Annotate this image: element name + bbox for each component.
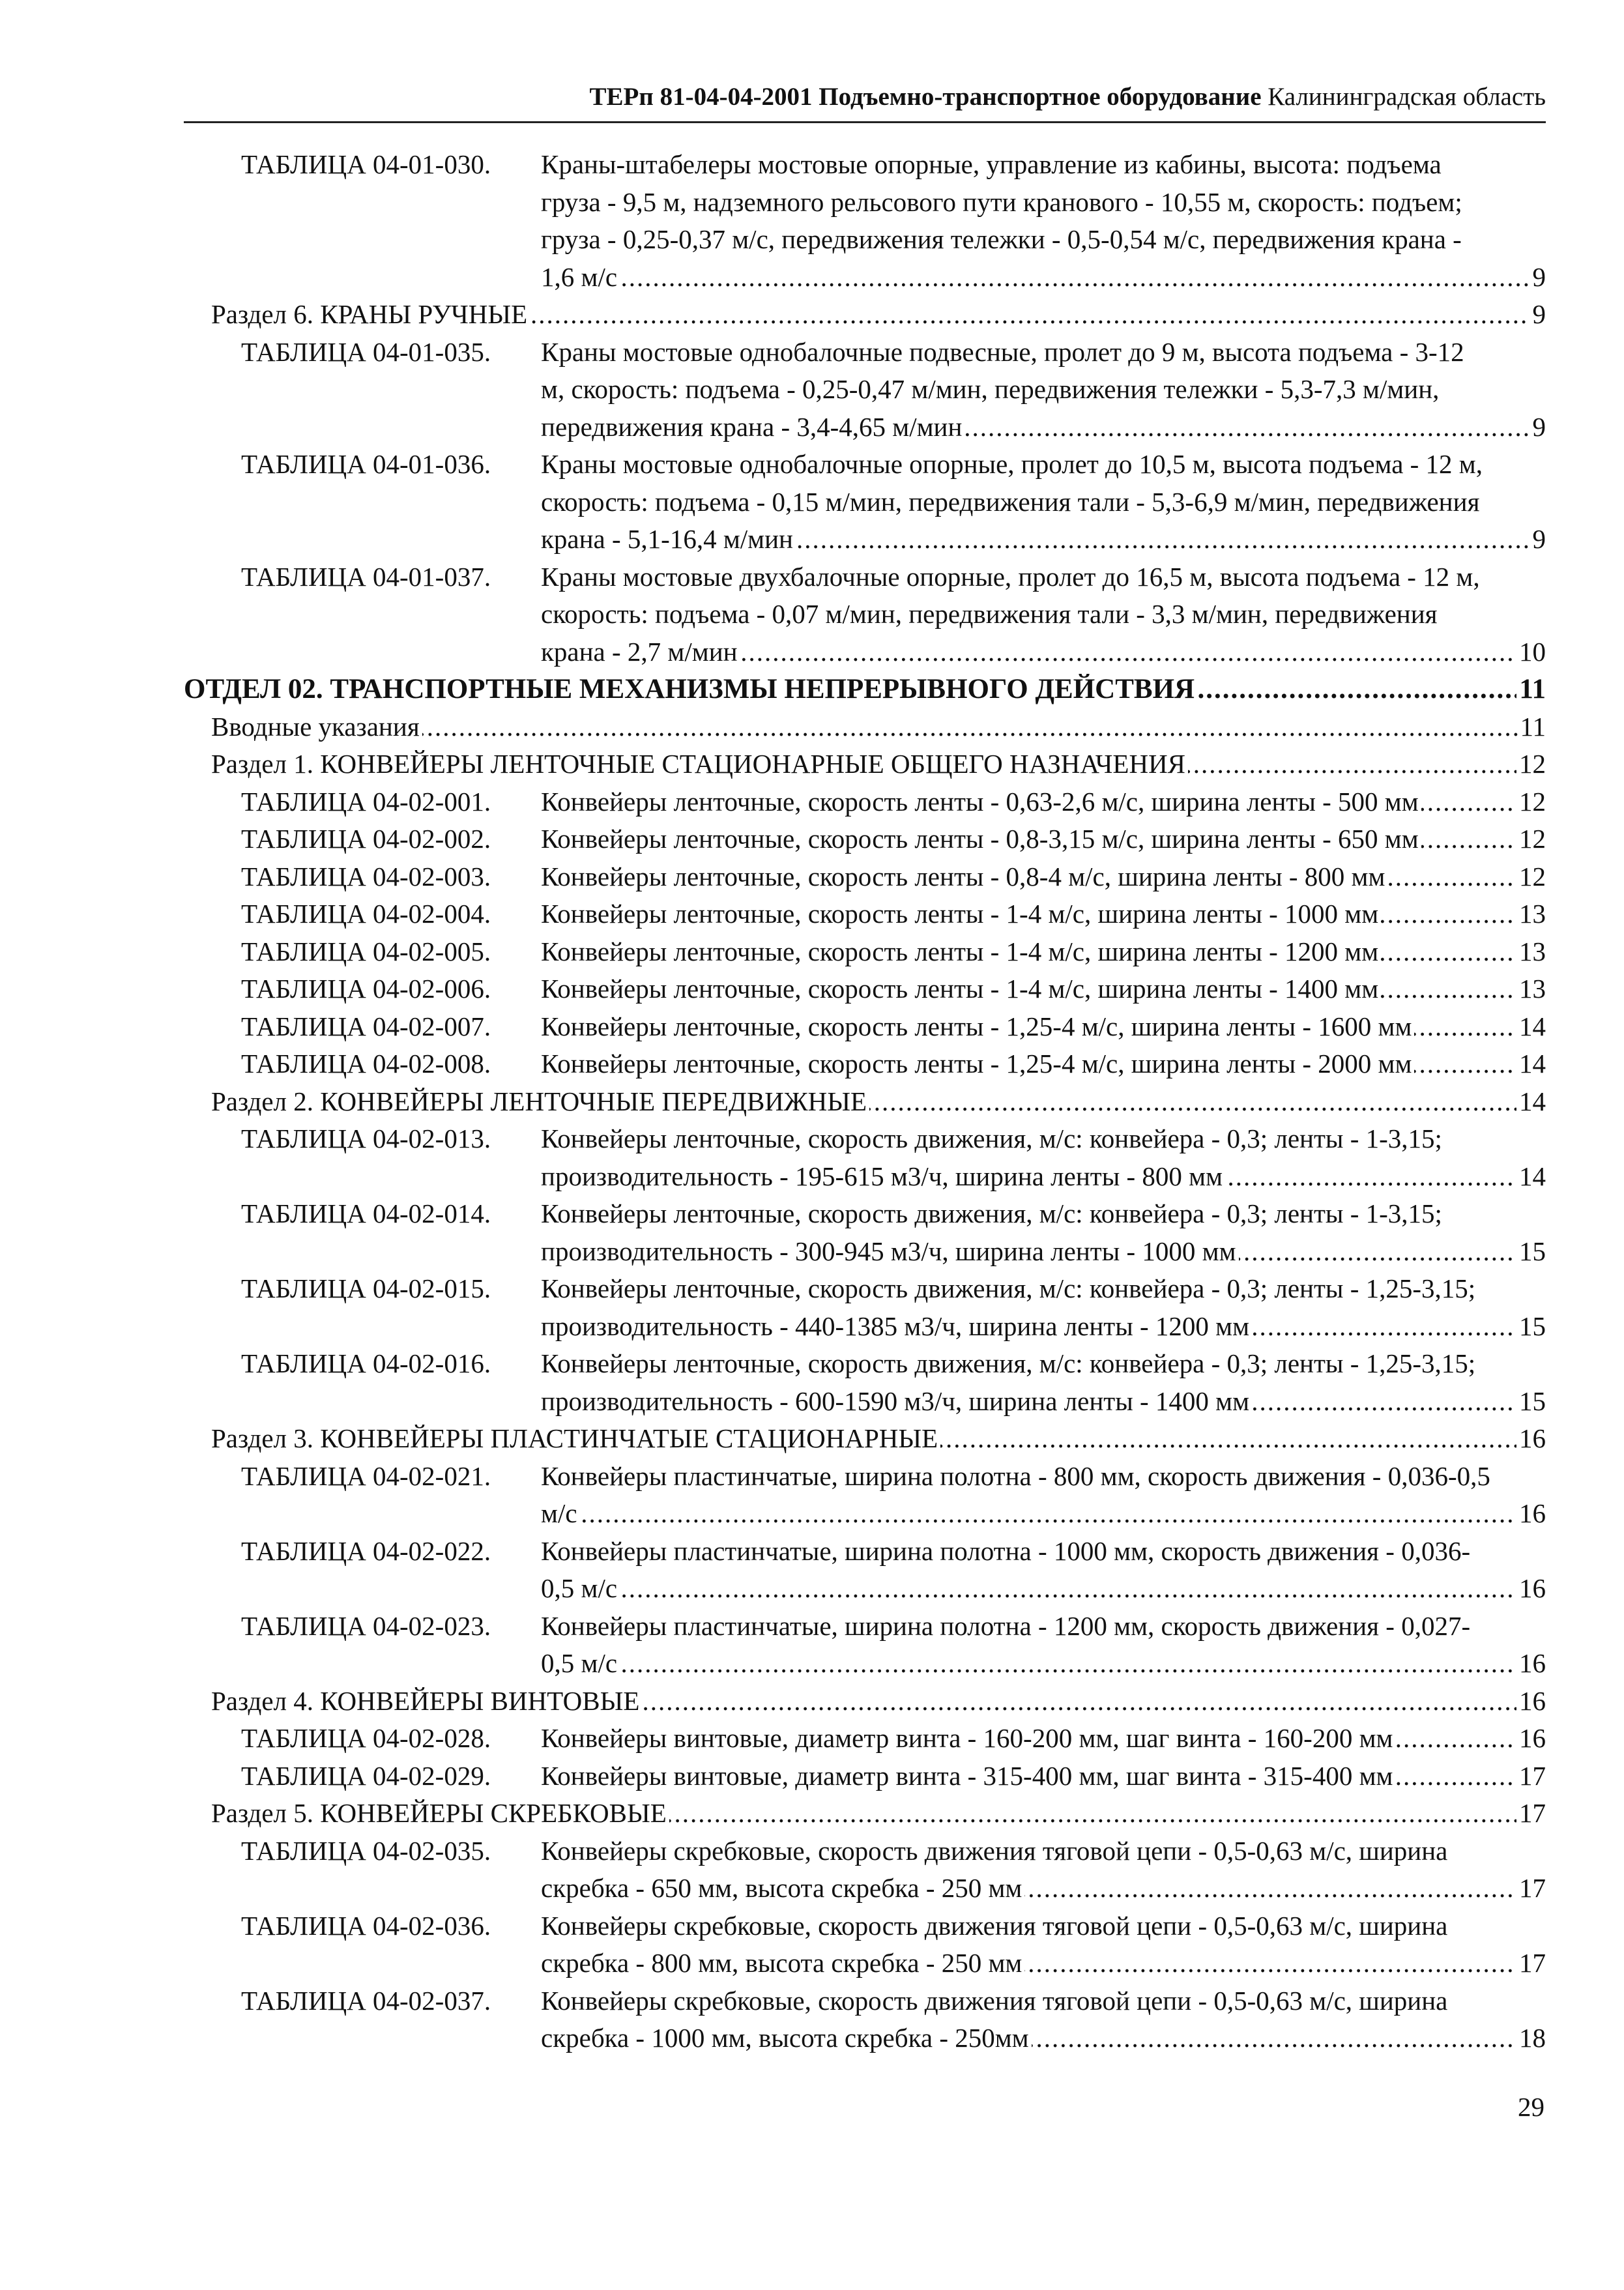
toc-entry-body xyxy=(541,1608,1546,1683)
toc-page-number: 12 xyxy=(1516,858,1546,896)
toc-entry-body xyxy=(541,1833,1546,1907)
toc-table-label: ТАБЛИЦА 04-02-002. xyxy=(241,824,491,854)
toc-entry-title: Конвейеры пластинчатые, ширина полотна - 800 мм, скорость движения - 0,036-0,5 м/с xyxy=(541,1460,1490,1528)
toc-table-entry xyxy=(184,1458,1546,1533)
toc-page-number: 16 xyxy=(1516,1570,1546,1608)
toc-page-number: 15 xyxy=(1516,1233,1546,1271)
toc-section-entry xyxy=(184,1683,1546,1720)
toc-entry-body xyxy=(541,1345,1546,1420)
toc-entry-title: ОТДЕЛ 02. ТРАНСПОРТНЫЕ МЕХАНИЗМЫ НЕПРЕРЫВНОГО ДЕЙСТВИЯ xyxy=(184,674,1197,704)
toc-entry-title: Конвейеры пластинчатые, ширина полотна - 1200 мм, скорость движения - 0,027-0,5 м/с xyxy=(541,1610,1471,1678)
toc-table-label: ТАБЛИЦА 04-02-004. xyxy=(241,899,491,929)
toc-entry-title: Конвейеры ленточные, скорость ленты - 0,63-2,6 м/с, ширина ленты - 500 мм xyxy=(541,787,1421,817)
toc-entry-title: Конвейеры скребковые, скорость движения тяговой цепи - 0,5-0,63 м/с, ширина скребка - 800 мм, высота скребка - 250 мм xyxy=(541,1910,1448,1978)
toc-entry-body xyxy=(211,1795,1546,1833)
toc-page-number: 11 xyxy=(1516,671,1546,708)
toc-division-entry xyxy=(184,671,1546,708)
toc-entry-title: Конвейеры ленточные, скорость движения, м/с: конвейера - 0,3; ленты - 1,25-3,15; производительность - 600-1590 м3/ч, ширина ленты - 1400 мм xyxy=(541,1348,1476,1416)
toc-page-number: 14 xyxy=(1516,1008,1546,1046)
toc-table-entry xyxy=(184,820,1546,858)
toc-table-entry xyxy=(184,1533,1546,1608)
toc-entry-title: Раздел 6. КРАНЫ РУЧНЫЕ xyxy=(211,299,530,329)
toc-entry-body xyxy=(541,1008,1546,1046)
toc-entry-body xyxy=(541,1907,1546,1982)
toc-page-number: 13 xyxy=(1516,933,1546,971)
toc-table-label: ТАБЛИЦА 04-02-008. xyxy=(241,1049,491,1079)
toc-table-label: ТАБЛИЦА 04-02-003. xyxy=(241,861,491,891)
toc-page-number: 13 xyxy=(1516,970,1546,1008)
toc-table-label: ТАБЛИЦА 04-02-022. xyxy=(241,1535,491,1566)
toc-entry-title: Раздел 4. КОНВЕЙЕРЫ ВИНТОВЫЕ xyxy=(211,1686,642,1716)
toc-section-entry xyxy=(184,746,1546,783)
toc-entry-body xyxy=(211,1083,1546,1121)
toc-page-number: 16 xyxy=(1516,1420,1546,1458)
toc-section-entry xyxy=(184,1420,1546,1458)
toc-table-label: ТАБЛИЦА 04-02-013. xyxy=(241,1123,491,1153)
toc-table-label: ТАБЛИЦА 04-02-015. xyxy=(241,1273,491,1303)
toc-page-number: 17 xyxy=(1516,1758,1546,1795)
toc-page-number: 15 xyxy=(1516,1308,1546,1346)
toc-page-number: 18 xyxy=(1516,2020,1546,2057)
toc-table-entry xyxy=(184,895,1546,933)
toc-entry-title: Раздел 1. КОНВЕЙЕРЫ ЛЕНТОЧНЫЕ СТАЦИОНАРНЫЕ ОБЩЕГО НАЗНАЧЕНИЯ xyxy=(211,749,1188,779)
toc-page-number: 17 xyxy=(1516,1870,1546,1907)
toc-entry-title: Конвейеры ленточные, скорость движения, м/с: конвейера - 0,3; ленты - 1-3,15; производительность - 300-945 м3/ч, ширина ленты - 1000 мм xyxy=(541,1198,1442,1266)
toc-entry-title: Конвейеры пластинчатые, ширина полотна - 1000 мм, скорость движения - 0,036-0,5 м/с xyxy=(541,1535,1471,1603)
toc-page-number: 13 xyxy=(1516,895,1546,933)
toc-table-label: ТАБЛИЦА 04-02-037. xyxy=(241,1985,491,2016)
toc-entry-title: Конвейеры скребковые, скорость движения тяговой цепи - 0,5-0,63 м/с, ширина скребка - 650 мм, высота скребка - 250 мм xyxy=(541,1835,1448,1903)
toc-entry-title: Раздел 3. КОНВЕЙЕРЫ ПЛАСТИНЧАТЫЕ СТАЦИОНАРНЫЕ xyxy=(211,1423,940,1453)
toc-page-number: 12 xyxy=(1516,820,1546,858)
page-header xyxy=(184,82,1546,112)
header-document-code: ТЕРп 81-04-04-2001 Подъемно-транспортное оборудование xyxy=(589,83,1262,111)
toc-entry-title: Раздел 5. КОНВЕЙЕРЫ СКРЕБКОВЫЕ xyxy=(211,1798,669,1828)
toc-page-number: 12 xyxy=(1516,746,1546,783)
toc-table-label: ТАБЛИЦА 04-02-029. xyxy=(241,1760,491,1791)
toc-entry-title: Конвейеры ленточные, скорость ленты - 1-4 м/с, ширина ленты - 1200 мм xyxy=(541,936,1381,966)
toc-entry-title: Конвейеры ленточные, скорость ленты - 0,8-3,15 м/с, ширина ленты - 650 мм xyxy=(541,824,1421,854)
toc-table-entry xyxy=(184,1907,1546,1982)
toc-entry-title: Краны мостовые двухбалочные опорные, пролет до 16,5 м, высота подъема - 12 м, скорость: подъема - 0,07 м/мин, передвижения тали - 3,3 м/мин, передвижения крана - 2,7 м/мин xyxy=(541,561,1480,667)
toc-page-number: 12 xyxy=(1516,783,1546,821)
toc-page-number: 17 xyxy=(1516,1795,1546,1833)
toc-entry-body xyxy=(541,334,1546,446)
toc-entry-body xyxy=(184,671,1546,708)
toc-entry-body xyxy=(541,558,1546,671)
toc-entry-body xyxy=(211,296,1546,334)
toc-table-entry xyxy=(184,334,1546,446)
toc-table-label: ТАБЛИЦА 04-02-021. xyxy=(241,1460,491,1491)
toc-page-number: 9 xyxy=(1530,409,1546,446)
toc-entry-title: Конвейеры ленточные, скорость ленты - 1-4 м/с, ширина ленты - 1000 мм xyxy=(541,899,1381,929)
toc-entry-title: Конвейеры ленточные, скорость ленты - 1,25-4 м/с, ширина ленты - 1600 мм xyxy=(541,1011,1414,1041)
toc-entry-body xyxy=(541,783,1546,821)
toc-page-number: 14 xyxy=(1516,1045,1546,1083)
toc-table-entry xyxy=(184,1008,1546,1046)
toc-entry-body xyxy=(211,1420,1546,1458)
toc-entry-title: Раздел 2. КОНВЕЙЕРЫ ЛЕНТОЧНЫЕ ПЕРЕДВИЖНЫЕ xyxy=(211,1086,869,1116)
toc-entry-title: Конвейеры винтовые, диаметр винта - 160-200 мм, шаг винта - 160-200 мм xyxy=(541,1723,1395,1753)
toc-page-number: 16 xyxy=(1516,1683,1546,1720)
toc-table-label: ТАБЛИЦА 04-01-030. xyxy=(241,149,491,179)
toc-entry-body xyxy=(211,708,1546,746)
page-number: 29 xyxy=(1518,2092,1544,2122)
toc-entry-body xyxy=(541,1982,1546,2057)
toc-section-entry xyxy=(184,1083,1546,1121)
toc-table-entry xyxy=(184,1982,1546,2057)
toc-table-label: ТАБЛИЦА 04-02-023. xyxy=(241,1610,491,1641)
toc-table-entry xyxy=(184,558,1546,671)
toc-entry-body xyxy=(541,1270,1546,1345)
toc-entry-title: Краны мостовые однобалочные подвесные, пролет до 9 м, высота подъема - 3-12 м, скорость: подъема - 0,25-0,47 м/мин, передвижения тележки - 5,3-7,3 м/мин, передвижения крана - 3,4-4,65 м/мин xyxy=(541,336,1464,442)
toc-table-entry xyxy=(184,783,1546,821)
toc-entry-body xyxy=(541,1758,1546,1795)
toc-page-number: 16 xyxy=(1516,1720,1546,1758)
toc-page-number: 15 xyxy=(1516,1383,1546,1421)
toc-table-label: ТАБЛИЦА 04-02-016. xyxy=(241,1348,491,1378)
toc-entry-body xyxy=(541,970,1546,1008)
header-divider xyxy=(184,121,1546,123)
toc-table-entry xyxy=(184,1120,1546,1195)
toc-section-entry xyxy=(184,708,1546,746)
toc-table-entry xyxy=(184,933,1546,971)
toc-entry-body xyxy=(541,1045,1546,1083)
toc-table-entry xyxy=(184,446,1546,558)
toc-entry-title: Конвейеры ленточные, скорость ленты - 1,25-4 м/с, ширина ленты - 2000 мм xyxy=(541,1049,1414,1079)
toc-page-number: 9 xyxy=(1530,259,1546,297)
toc-section-entry xyxy=(184,296,1546,334)
toc-table-label: ТАБЛИЦА 04-02-014. xyxy=(241,1198,491,1228)
toc-entry-body xyxy=(541,446,1546,558)
toc-table-entry xyxy=(184,970,1546,1008)
toc-table-label: ТАБЛИЦА 04-02-005. xyxy=(241,936,491,966)
toc-table-entry xyxy=(184,1045,1546,1083)
toc-page-number: 14 xyxy=(1516,1083,1546,1121)
toc-section-entry xyxy=(184,1795,1546,1833)
toc-table-entry xyxy=(184,146,1546,296)
toc-page-number: 11 xyxy=(1518,708,1546,746)
toc-entry-body xyxy=(211,1683,1546,1720)
toc-entry-body xyxy=(541,1195,1546,1270)
toc-entry-body xyxy=(541,1720,1546,1758)
toc-page-number: 16 xyxy=(1516,1645,1546,1683)
toc-entry-body xyxy=(541,1458,1546,1533)
toc-table-label: ТАБЛИЦА 04-01-037. xyxy=(241,561,491,592)
toc-page-number: 9 xyxy=(1530,521,1546,558)
header-region: Калининградская область xyxy=(1268,83,1546,111)
toc-table-entry xyxy=(184,858,1546,896)
toc-page-number: 17 xyxy=(1516,1945,1546,1982)
toc-table-entry xyxy=(184,1758,1546,1795)
toc-entry-title: Вводные указания xyxy=(211,712,422,742)
toc-table-entry xyxy=(184,1833,1546,1907)
toc-entry-title: Конвейеры ленточные, скорость ленты - 1-4 м/с, ширина ленты - 1400 мм xyxy=(541,974,1381,1004)
table-of-contents xyxy=(184,146,1546,2057)
toc-entry-body xyxy=(541,895,1546,933)
toc-table-entry xyxy=(184,1270,1546,1345)
toc-entry-body xyxy=(541,820,1546,858)
toc-entry-body xyxy=(541,1120,1546,1195)
toc-table-label: ТАБЛИЦА 04-02-035. xyxy=(241,1835,491,1866)
toc-entry-title: Конвейеры ленточные, скорость ленты - 0,8-4 м/с, ширина ленты - 800 мм xyxy=(541,862,1387,891)
toc-page-number: 14 xyxy=(1516,1158,1546,1196)
toc-table-entry xyxy=(184,1608,1546,1683)
toc-entry-title: Конвейеры винтовые, диаметр винта - 315-400 мм, шаг винта - 315-400 мм xyxy=(541,1761,1395,1791)
toc-entry-body xyxy=(541,933,1546,971)
toc-page-number: 10 xyxy=(1516,633,1546,671)
toc-table-label: ТАБЛИЦА 04-02-001. xyxy=(241,786,491,817)
toc-table-label: ТАБЛИЦА 04-02-036. xyxy=(241,1910,491,1941)
toc-entry-title: Краны-штабелеры мостовые опорные, управление из кабины, высота: подъема груза - 9,5 м, надземного рельсового пути кранового - 10,55 м, скорость: подъем; груза - 0,25-0,37 м/с, передвижения тележки - 0,5-0,54 м/с, передвижения крана - 1,6 м/с xyxy=(541,149,1462,292)
toc-entry-title: Конвейеры ленточные, скорость движения, м/с: конвейера - 0,3; ленты - 1-3,15; производительность - 195-615 м3/ч, ширина ленты - 800 мм xyxy=(541,1123,1442,1191)
toc-table-label: ТАБЛИЦА 04-02-007. xyxy=(241,1011,491,1041)
toc-entry-body xyxy=(541,1533,1546,1608)
toc-table-entry xyxy=(184,1195,1546,1270)
toc-page-number: 9 xyxy=(1530,296,1546,334)
toc-entry-title: Краны мостовые однобалочные опорные, пролет до 10,5 м, высота подъема - 12 м, скорость: подъема - 0,15 м/мин, передвижения тали - 5,3-6,9 м/мин, передвижения крана - 5,1-16,4 м/мин xyxy=(541,449,1483,554)
toc-table-label: ТАБЛИЦА 04-02-028. xyxy=(241,1723,491,1753)
toc-table-label: ТАБЛИЦА 04-01-035. xyxy=(241,336,491,367)
toc-table-entry xyxy=(184,1720,1546,1758)
toc-entry-body xyxy=(541,858,1546,896)
toc-page-number: 16 xyxy=(1516,1495,1546,1533)
toc-entry-body xyxy=(211,746,1546,783)
toc-table-entry xyxy=(184,1345,1546,1420)
toc-entry-body xyxy=(541,146,1546,296)
toc-table-label: ТАБЛИЦА 04-01-036. xyxy=(241,449,491,479)
toc-entry-title: Конвейеры ленточные, скорость движения, м/с: конвейера - 0,3; ленты - 1,25-3,15; производительность - 440-1385 м3/ч, ширина ленты - 1200 мм xyxy=(541,1273,1476,1341)
toc-table-label: ТАБЛИЦА 04-02-006. xyxy=(241,974,491,1004)
toc-entry-title: Конвейеры скребковые, скорость движения тяговой цепи - 0,5-0,63 м/с, ширина скребка - 1000 мм, высота скребка - 250мм xyxy=(541,1985,1448,2053)
